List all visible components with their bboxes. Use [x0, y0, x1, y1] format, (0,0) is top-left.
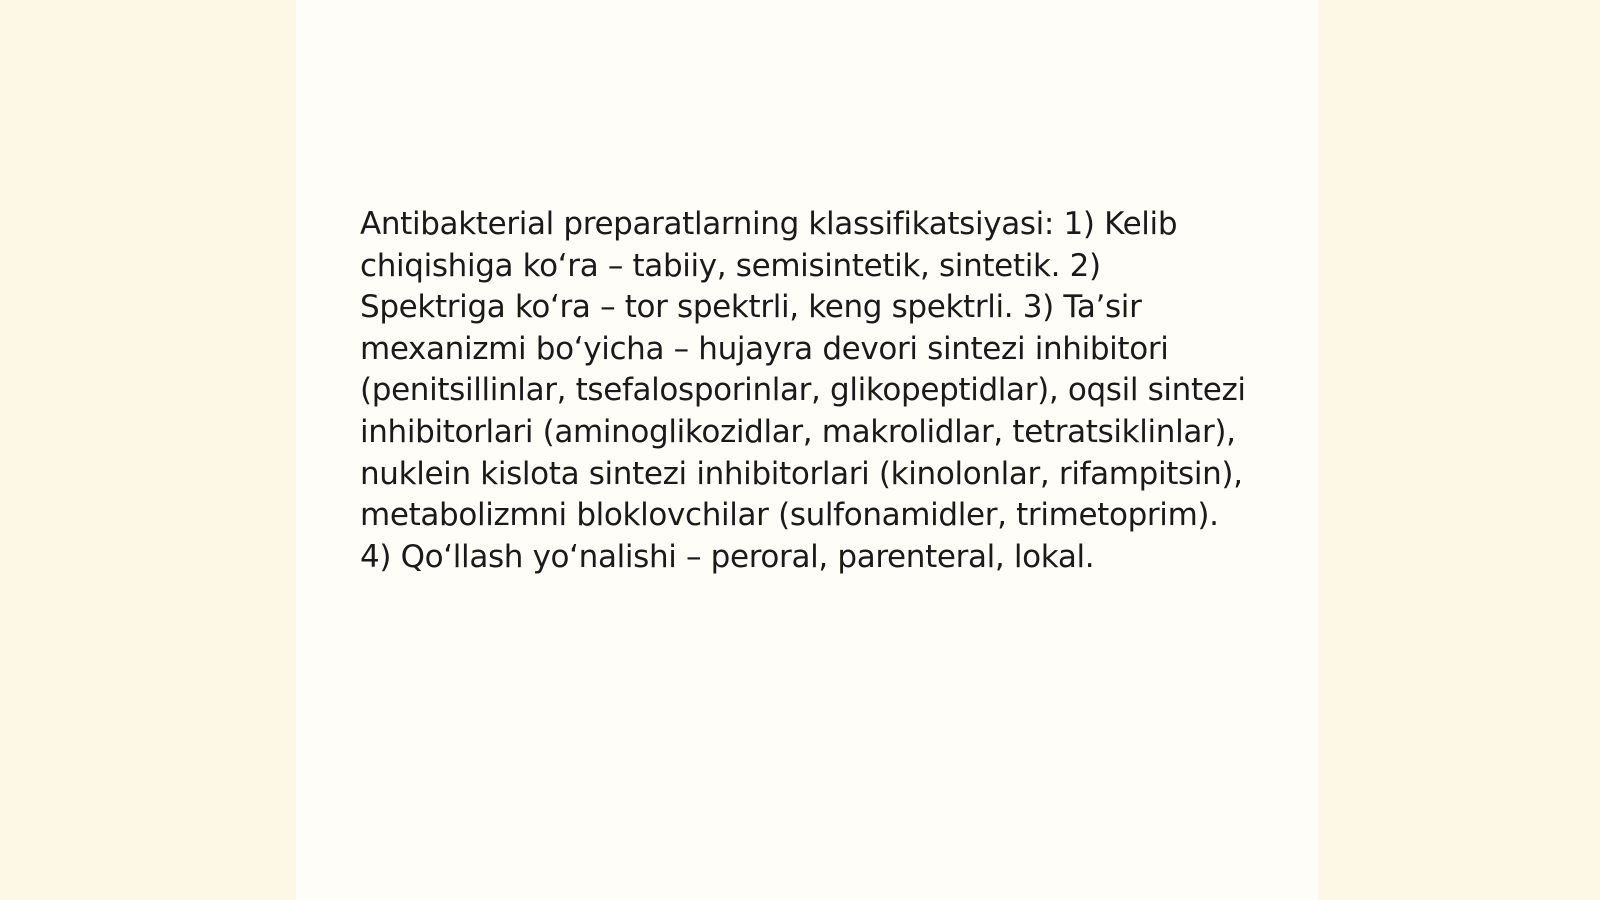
slide — [296, 0, 1318, 900]
slide-body-text: Antibakterial preparatlarning klassifikatsiyasi: 1) Kelib chiqishiga ko‘ra – tabiiy, semisintetik, sintetik. 2) Spektriga ko‘ra – tor spektrli, keng spektrli. 3) Ta’sir mexanizmi bo‘yicha – hujayra devori sintezi inhibitori (penitsillinlar, tsefalosporinlar, glikopeptidlar), oqsil sintezi inhibitorlari (aminoglikozidlar, makrolidlar, tetratsiklinlar), nuklein kislota sintezi inhibitorlari (kinolonlar, rifampitsin), metabolizmni bloklovchilar (sulfonamidler, trimetoprim). 4) Qo‘llash yo‘nalishi – peroral, parenteral, lokal. — [360, 206, 1246, 575]
